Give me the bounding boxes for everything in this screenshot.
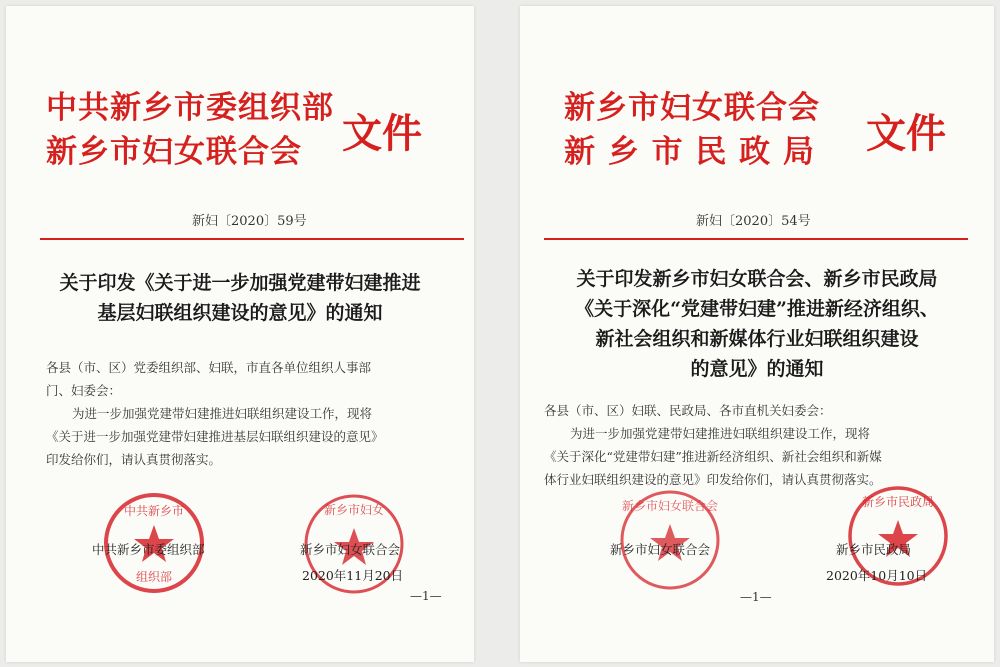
title-line-2: 基层妇联组织建设的意见》的通知 [97,302,383,324]
issuer-line-2: 新 乡 市 民 政 局 [564,134,815,170]
page-number: —1— [410,589,442,603]
red-divider [544,238,968,240]
svg-text:新乡市妇女: 新乡市妇女 [323,503,385,517]
issuer-line-1: 新乡市妇女联合会 [564,90,820,126]
svg-text:新乡市妇女联合会: 新乡市妇女联合会 [621,499,719,513]
title-line-1: 关于印发新乡市妇女联合会、新乡市民政局 [576,268,938,290]
body-line: 门、妇委会： [46,383,122,398]
signer-1: 新乡市妇女联合会 [610,542,711,557]
wenjian-label: 文件 [866,111,946,157]
body-line: 各县（市、区）妇联、民政局、各市直机关妇委会： [544,403,832,418]
body-line: 体行业妇联组织建设的意见》印发给你们，请认真贯彻落实。 [544,472,882,487]
issuer-line-2: 新乡市妇女联合会 [46,134,302,170]
document-right [520,6,994,662]
title-line-1: 关于印发《关于进一步加强党建带妇建推进 [59,272,421,294]
signer-2: 新乡市民政局 [836,542,912,557]
issue-date: 2020年10月10日 [826,568,928,583]
title-line-2: 《关于深化“党建带妇建”推进新经济组织、 [575,298,939,320]
body-line: 《关于深化“党建带妇建”推进新经济组织、新社会组织和新媒 [544,449,882,464]
body-line: 各县（市、区）党委组织部、妇联，市直各单位组织人事部 [46,360,372,375]
issue-date: 2020年11月20日 [302,568,404,583]
title-line-4: 的意见》的通知 [690,358,824,380]
signer-1: 中共新乡市委组织部 [92,542,205,557]
signer-2: 新乡市妇女联合会 [300,542,401,557]
wenjian-label: 文件 [342,111,422,157]
page-number: —1— [740,590,772,604]
body-line: 印发给你们，请认真贯彻落实。 [46,452,222,467]
body-line: 为进一步加强党建带妇建推进妇联组织建设工作，现将 [72,406,373,421]
body-line: 《关于进一步加强党建带妇建推进基层妇联组织建设的意见》 [46,429,384,444]
body-line: 为进一步加强党建带妇建推进妇联组织建设工作，现将 [570,426,871,441]
title-line-3: 新社会组织和新媒体行业妇联组织建设 [595,328,919,350]
document-number: 新妇〔2020〕54号 [696,214,811,229]
svg-text:组织部: 组织部 [135,570,173,584]
document-left [6,6,474,662]
document-number: 新妇〔2020〕59号 [192,214,307,229]
issuer-line-1: 中共新乡市委组织部 [46,90,334,126]
red-divider [40,238,464,240]
svg-text:中共新乡市: 中共新乡市 [123,504,185,518]
svg-text:新乡市民政局: 新乡市民政局 [861,495,935,509]
